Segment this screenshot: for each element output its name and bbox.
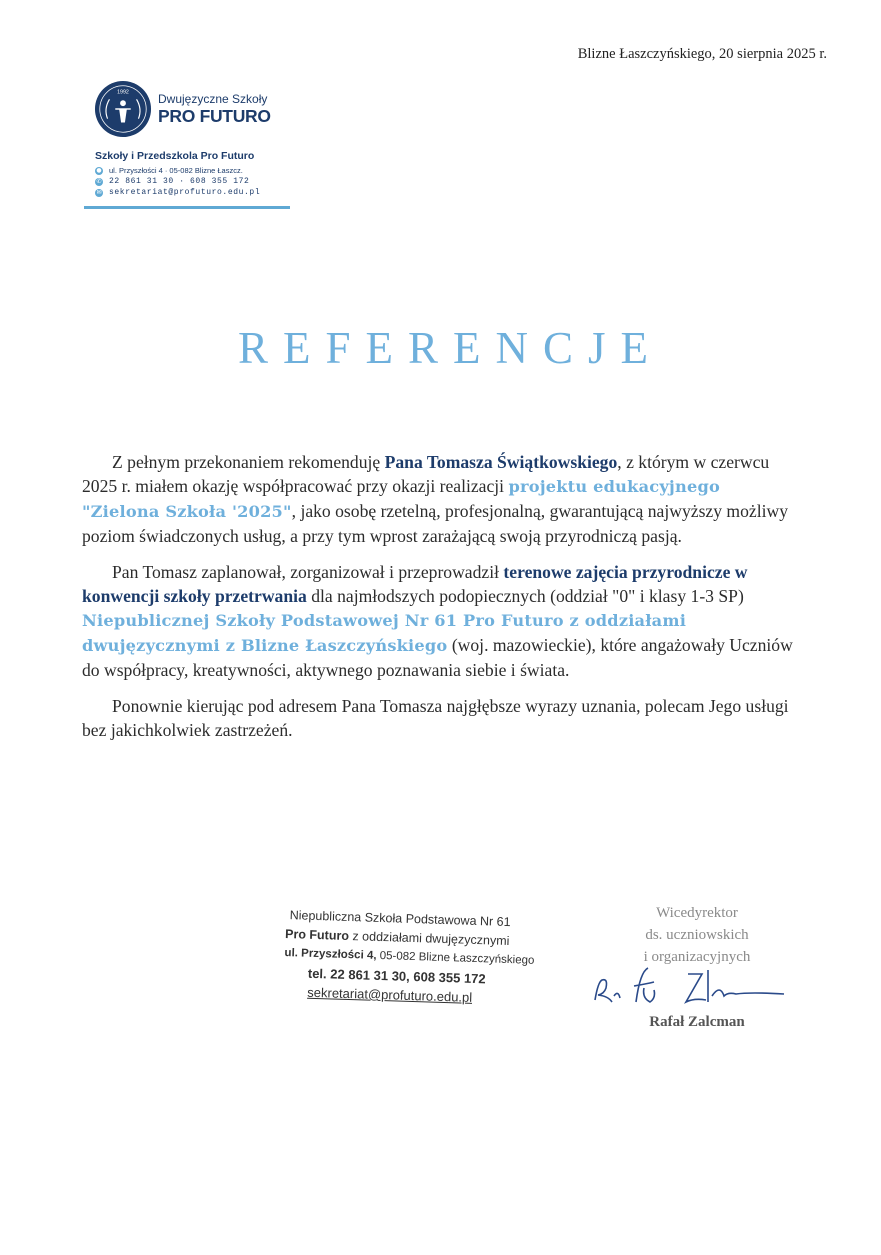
phone-icon: ✆ bbox=[96, 177, 102, 185]
stamp-line-2-rest: z oddziałami dwujęzycznymi bbox=[348, 928, 510, 949]
email-icon: ✉ bbox=[96, 188, 102, 196]
p1-text-a: Z pełnym przekonaniem rekomenduję bbox=[112, 452, 385, 472]
role-line-2: ds. uczniowskich bbox=[645, 927, 749, 943]
stamp-line-2-bold: Pro Futuro bbox=[284, 926, 350, 943]
signatory-name: Rafał Zalcman bbox=[649, 1014, 745, 1030]
phone-text: 22 861 31 30 · 608 355 172 bbox=[109, 177, 250, 186]
logo-year: 1992 bbox=[117, 89, 129, 96]
email-text: sekretariat@profuturo.edu.pl bbox=[109, 188, 261, 197]
paragraph-1 bbox=[82, 450, 794, 548]
logo-tagline: Dwujęzyczne Szkoły bbox=[158, 91, 268, 106]
role-line-1: Wicedyrektor bbox=[656, 905, 738, 921]
recommended-person-name: Pana Tomasza Świątkowskiego bbox=[384, 452, 618, 472]
signatory-role bbox=[592, 902, 802, 968]
address-text: ul. Przyszłości 4 · 05-082 Blizne Łaszcz. bbox=[109, 166, 243, 175]
address-line bbox=[95, 165, 290, 176]
letter-body bbox=[82, 450, 794, 754]
document-title: REFERENCJE bbox=[237, 323, 664, 373]
email-line bbox=[95, 187, 290, 198]
p2-text-c: dla najmłodszych podopiecznych (oddział "0" i klasy 1-3 SP) bbox=[306, 586, 744, 606]
activity-name: terenowe zajęcia przyrodnicze w konwencji szkoły przetrwania bbox=[82, 562, 748, 606]
school-full-name: Niepublicznej Szkoły Podstawowej Nr 61 Pro Futuro z oddziałami dwujęzycznymi z Blizne Łaszczyńskiego bbox=[82, 611, 687, 655]
phone-line bbox=[95, 176, 290, 187]
school-name: Szkoły i Przedszkola Pro Futuro bbox=[95, 150, 255, 162]
letterhead bbox=[84, 80, 290, 209]
pro-futuro-emblem-icon bbox=[94, 80, 152, 138]
p2-text-e: (woj. mazowieckie), które angażowały Uczniów do współpracy, kreatywności, aktywnego poznawania siebie i świata. bbox=[82, 635, 793, 680]
stamp-line-3-bold: ul. Przyszłości 4, bbox=[284, 946, 377, 962]
logo-wordmark: PRO FUTURO bbox=[158, 105, 271, 126]
project-name: projektu edukacyjnego "Zielona Szkoła '2025" bbox=[82, 477, 720, 521]
stamp-line-5: sekretariat@profuturo.edu.pl bbox=[307, 984, 473, 1005]
location-pin-icon: ● bbox=[96, 166, 102, 174]
date-line: Blizne Łaszczyńskiego, 20 sierpnia 2025 r. bbox=[577, 46, 827, 62]
handwritten-signature bbox=[590, 962, 790, 1012]
p1-text-c: , z którym w czerwcu 2025 r. miałem okazję współpracować przy okazji realizacji bbox=[82, 452, 770, 496]
paragraph-2 bbox=[82, 560, 794, 682]
p1-text-e: , jako osobę rzetelną, profesjonalną, gwarantującą najwyższy możliwy poziom świadczonych usług, a przy tym wprost zarażającą swoją przyrodniczą pasją. bbox=[82, 501, 788, 546]
letterhead-divider bbox=[84, 206, 290, 209]
role-line-3: i organizacyjnych bbox=[643, 949, 751, 965]
paragraph-3: Ponownie kierując pod adresem Pana Tomasza najgłębsze wyrazy uznania, polecam Jego usługi bez jakichkolwiek zastrzeżeń. bbox=[82, 696, 789, 740]
stamp-line-3-rest: 05-082 Blizne Łaszczyńskiego bbox=[376, 949, 535, 967]
p2-text-a: Pan Tomasz zaplanował, zorganizował i przeprowadził bbox=[112, 562, 504, 582]
stamp-line-4-rest: 22 861 31 30, 608 355 172 bbox=[326, 966, 486, 987]
stamp-line-4-bold: tel. bbox=[307, 965, 327, 982]
school-stamp bbox=[283, 906, 576, 1010]
stamp-line-1: Niepubliczna Szkoła Podstawowa Nr 61 bbox=[289, 908, 511, 930]
logo bbox=[94, 80, 290, 138]
